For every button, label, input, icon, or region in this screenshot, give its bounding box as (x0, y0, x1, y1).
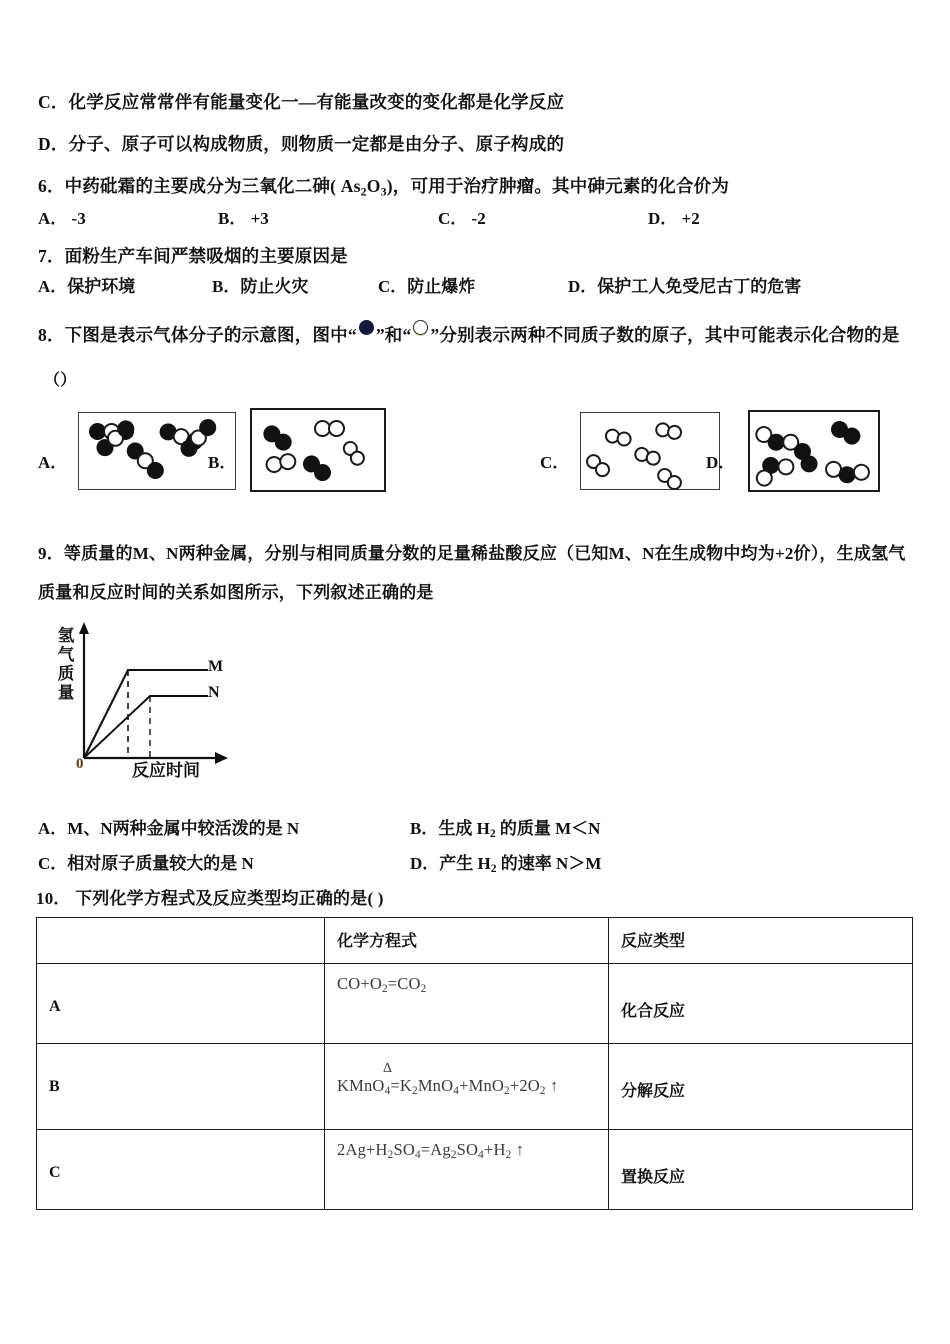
table-header-type: 反应类型 (609, 918, 913, 964)
chart-x-axis-label: 反应时间 (132, 761, 200, 780)
row-equation-a: $CO+O_2=CO_2$ (325, 964, 609, 1044)
question5-option-c (38, 89, 564, 114)
question7-option-d: D．保护工人免受尼古丁的危害 (568, 277, 802, 296)
question6-option-d: D． +2 (648, 209, 700, 228)
question9-options-row2 (38, 849, 928, 876)
table-row (37, 1130, 913, 1210)
row-letter-b: B (37, 1044, 325, 1130)
question8-stem (38, 320, 900, 347)
question6-sub1: 2 (360, 184, 367, 199)
question9-option-c: C．相对原子质量较大的是 N (38, 854, 254, 873)
panel-d-label: D． (706, 453, 736, 472)
question7-option-c: C．防止爆炸 (378, 277, 476, 296)
question6-option-c: C． -2 (438, 209, 486, 228)
panel-b-label: B． (208, 453, 237, 472)
question10-table (36, 917, 913, 1210)
question9-stem-line2: 质量和反应时间的关系如图所示，下列叙述正确的是 (38, 583, 434, 602)
panel-c-label: C． (540, 453, 570, 472)
question7-stem-text: 面粉生产车间严禁吸烟的主要原因是 (64, 246, 348, 266)
question9-options-row1 (38, 814, 928, 841)
question10-number: 10． (36, 889, 71, 908)
row-letter-a: A (37, 964, 325, 1044)
question8-stem-part3: ”分别表示两种不同质子数的原子，其中可能表示化合物的是 (430, 325, 900, 345)
chart-y-axis-label: 氢 气 质 量 (57, 626, 75, 702)
option-label: D． (38, 134, 69, 154)
panel-d-diagram (748, 410, 880, 492)
dark-atom-icon (359, 320, 374, 335)
reaction-condition-delta: Δ (383, 1061, 393, 1076)
question6-option-b: B． +3 (218, 209, 269, 228)
question6-option-a: A． -3 (38, 209, 86, 228)
option-text: 化学反应常常伴有能量变化一—有能量改变的变化都是化学反应 (68, 92, 565, 112)
question8-answer-blank: （） (44, 372, 77, 389)
question9-number: 9． (38, 544, 64, 563)
question6-sub2: 3 (380, 184, 387, 199)
question9-chart (46, 618, 326, 788)
option-label: C． (38, 92, 69, 112)
question7-option-b: B．防止火灾 (212, 277, 309, 296)
chart-series-label-n: N (208, 684, 220, 701)
table-header-row (37, 918, 913, 964)
question8-number: 8． (38, 325, 65, 345)
table-header-equation: 化学方程式 (325, 918, 609, 964)
option-text: 分子、原子可以构成物质，则物质一定都是由分子、原子构成的 (68, 134, 565, 154)
question7-number: 7． (38, 246, 65, 266)
row-equation-b: Δ $KMnO_4=K_2MnO_4+MnO_2+2O_2$ ↑ (325, 1044, 609, 1130)
question9-stem-line1 (38, 539, 905, 564)
table-row (37, 1044, 913, 1130)
question9-stem-text1: 等质量的M、N两种金属，分别与相同质量分数的足量稀盐酸反应（已知M、N在生成物中均为+2价），生成氢气 (63, 544, 906, 563)
question7-option-a: A．保护环境 (38, 277, 136, 296)
question9-option-d: D．产生 $H_2$ 的速率 N＞M (410, 854, 602, 876)
row-type-a: 化合反应 (609, 964, 913, 1044)
question6-stem-part1: 中药砒霜的主要成分为三氧化二砷( As (64, 176, 361, 196)
question9-option-a: A．M、N两种金属中较活泼的是 N (38, 819, 300, 838)
table-header-blank (37, 918, 325, 964)
question10-stem-text: 下列化学方程式及反应类型均正确的是( ) (75, 889, 384, 908)
row-type-b: 分解反应 (609, 1044, 913, 1130)
question6-stem (38, 173, 729, 198)
row-letter-c: C (37, 1130, 325, 1210)
question6-stem-part3: )，可用于治疗肿瘤。其中砷元素的化合价为 (386, 176, 730, 196)
question7-options (38, 272, 928, 296)
question5-option-d (38, 131, 564, 156)
question8-stem-part2: ”和“ (375, 325, 412, 345)
question8-stem-part1: 下图是表示气体分子的示意图，图中“ (64, 325, 357, 345)
panel-a-label: A． (38, 453, 68, 472)
row-type-c: 置换反应 (609, 1130, 913, 1210)
panel-b-diagram (250, 408, 386, 492)
chart-series-label-m: M (208, 658, 224, 675)
question10-stem (36, 884, 384, 909)
question6-options (38, 204, 928, 228)
row-equation-c: $2Ag+H_2SO_4=Ag_2SO_4+H_2$ ↑ (325, 1130, 609, 1210)
table-row (37, 964, 913, 1044)
panel-c-diagram (580, 412, 720, 490)
light-atom-icon (413, 320, 428, 335)
question7-stem (38, 243, 348, 268)
question6-stem-part2: O (366, 176, 381, 196)
chart-origin-label: 0 (76, 756, 84, 772)
question6-number: 6． (38, 176, 65, 196)
question9-option-b: B．生成 $H_2$ 的质量 M＜N (410, 819, 601, 841)
